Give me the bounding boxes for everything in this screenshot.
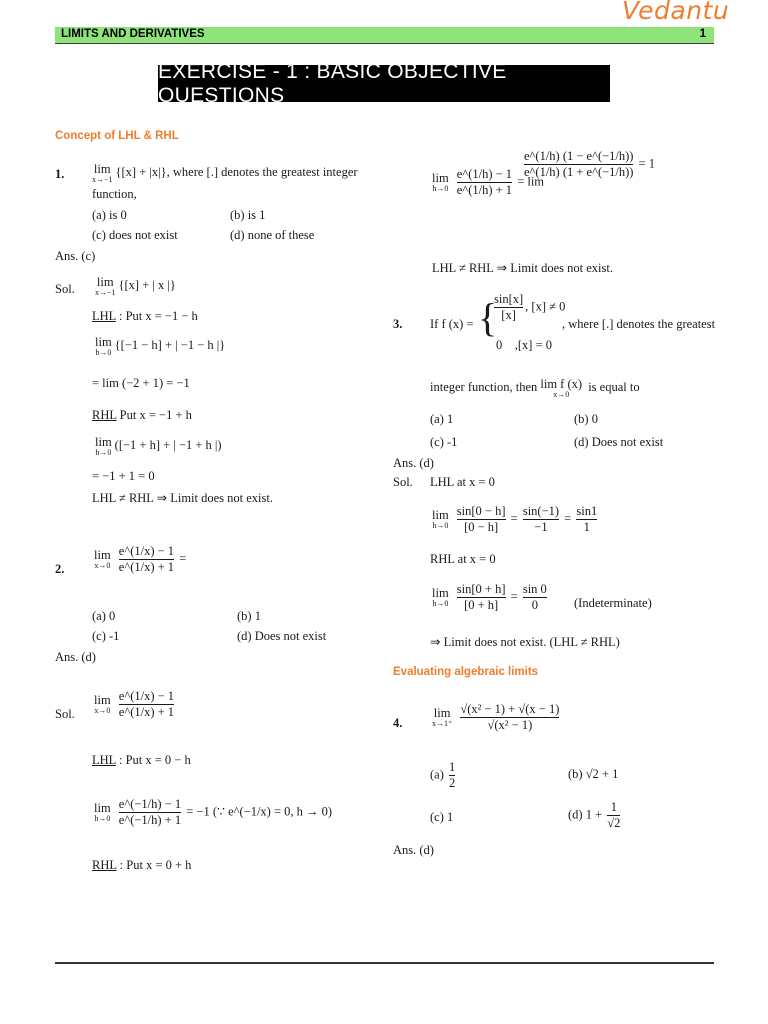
- q3-lhl-at: LHL at x = 0: [430, 475, 495, 489]
- q2-lhl-line: LHL : Put x = 0 − h: [92, 753, 191, 767]
- question-2-number: 2.: [55, 562, 65, 576]
- q2-rhl-line: RHL : Put x = 0 + h: [92, 858, 192, 872]
- q2-option-b: (b) 1: [237, 609, 261, 623]
- question-1-number: 1.: [55, 167, 65, 181]
- q1-rhl-line: RHL Put x = −1 + h: [92, 408, 192, 422]
- q3-option-c: (c) -1: [430, 435, 458, 449]
- q1-option-a: (a) is 0: [92, 208, 127, 222]
- question-4-stem: lim x→1⁺ $\frac{\text{√(x² − 1) + √(x − 1)}}{\text{√(x² − 1)}}$: [432, 702, 560, 733]
- q1-solution-expr: lim x→−1 {[x] + | x |}: [95, 275, 176, 297]
- q2-answer: Ans. (d): [55, 650, 96, 664]
- q3-option-d: (d) Does not exist: [574, 435, 664, 449]
- question-3-where: , where [.] denotes the greatest: [562, 317, 716, 331]
- q2-conclusion: LHL ≠ RHL ⇒ Limit does not exist.: [432, 261, 613, 275]
- q3-answer: Ans. (d): [393, 456, 434, 470]
- question-3-stem-cont: integer function, then lim f (x) x→0 is equal to: [430, 377, 640, 399]
- q3-left-brace: {: [478, 295, 498, 340]
- q2-rhl-expr: lim h→0 $\frac{e\^{}(1/h) - 1}{e\^{}(1/h) + 1}$ = lim: [432, 167, 545, 198]
- q1-option-c: (c) does not exist: [92, 228, 178, 242]
- q3-case-1: $\frac{\sin[x]}{[x]}$ , [x] ≠ 0: [494, 292, 566, 323]
- footer-divider: [55, 962, 714, 964]
- q4-option-d: (d) 1 + $\frac{1}{√2}$: [568, 800, 621, 831]
- q2-option-a: (a) 0: [92, 609, 116, 623]
- section-heading-lhl-rhl: Concept of LHL & RHL: [55, 130, 179, 142]
- q1-rhl-eval: = −1 + 1 = 0: [92, 469, 155, 483]
- q4-answer: Ans. (d): [393, 843, 434, 857]
- question-3-number: 3.: [393, 317, 403, 331]
- q3-option-a: (a) 1: [430, 412, 454, 426]
- q2-solution-expr: lim x→0 $\frac{e\^{}(1/x) - 1}{e\^{}(1/x) + 1}$: [94, 689, 175, 720]
- q2-lhl-expr: lim h→0 $\frac{e\^{}(-1/h) - 1}{e\^{}(-1/h) + 1}$ = −1 (∵ e^(−1/x) = 0, h → 0): [94, 797, 333, 828]
- q3-solution-label: Sol.: [393, 475, 413, 489]
- chapter-title: LIMITS AND DERIVATIVES: [61, 28, 205, 40]
- question-3-if: If f (x) =: [430, 317, 474, 331]
- q2-solution-label: Sol.: [55, 707, 75, 721]
- question-1-stem-cont: function,: [92, 187, 137, 201]
- q2-rhl-expr-factored: $\frac{e\^{}(1/h) (1 - e\^{}(-1/h))}{e\^{}(1/h) (1 + e\^{}(-1/h))}$ = 1: [524, 149, 656, 180]
- q1-lhl-eval: = lim (−2 + 1) = −1: [92, 376, 190, 390]
- q3-option-b: (b) 0: [574, 412, 598, 426]
- exercise-banner: EXERCISE - 1 : BASIC OBJECTIVE QUESTIONS: [158, 65, 610, 102]
- vedantu-logo: Vedantu: [622, 0, 730, 25]
- q4-option-a: (a) $\frac{1}{2}$: [430, 760, 456, 791]
- q1-solution-label: Sol.: [55, 282, 75, 296]
- q1-option-d: (d) none of these: [230, 228, 315, 242]
- section-heading-algebraic: Evaluating algebraic limits: [393, 666, 539, 678]
- question-1-stem: lim x→−1 {[x] + |x|}, where [.] denotes the greatest integer: [92, 162, 358, 184]
- q2-option-d: (d) Does not exist: [237, 629, 327, 643]
- q1-lhl-expr: lim h→0 {[−1 − h] + | −1 − h |}: [95, 335, 226, 357]
- question-4-number: 4.: [393, 716, 403, 730]
- q1-rhl-expr: lim h→0 ([−1 + h] + | −1 + h |): [95, 435, 222, 457]
- q3-indeterminate: (Indeterminate): [574, 596, 652, 610]
- q1-option-b: (b) is 1: [230, 208, 266, 222]
- question-2-stem: lim x→0 $\frac{e\^{}(1/x) - 1}{e\^{}(1/x) + 1}$ =: [94, 544, 187, 575]
- q2-option-c: (c) -1: [92, 629, 120, 643]
- chapter-header-bar: [55, 27, 714, 44]
- q3-lhl-expr: lim h→0 $\frac{\sin[0 - h]}{[0 - h]}$ = $\frac{\sin(-1)}{-1}$ = $\frac{\sin 1}{1}$: [432, 504, 598, 535]
- page-number: 1: [699, 28, 706, 40]
- q1-answer: Ans. (c): [55, 249, 96, 263]
- q3-case-2: 0 ,[x] = 0: [496, 338, 552, 352]
- q4-option-b: (b) √2 + 1: [568, 767, 619, 781]
- q1-conclusion: LHL ≠ RHL ⇒ Limit does not exist.: [92, 491, 273, 505]
- q3-rhl-expr: lim h→0 $\frac{\sin[0 + h]}{[0 + h]}$ = $\frac{\sin 0}{0}$: [432, 582, 547, 613]
- q4-option-c: (c) 1: [430, 810, 454, 824]
- q1-lhl-line: LHL : Put x = −1 − h: [92, 309, 198, 323]
- q3-conclusion: ⇒ Limit does not exist. (LHL ≠ RHL): [430, 635, 620, 649]
- q3-rhl-at: RHL at x = 0: [430, 552, 496, 566]
